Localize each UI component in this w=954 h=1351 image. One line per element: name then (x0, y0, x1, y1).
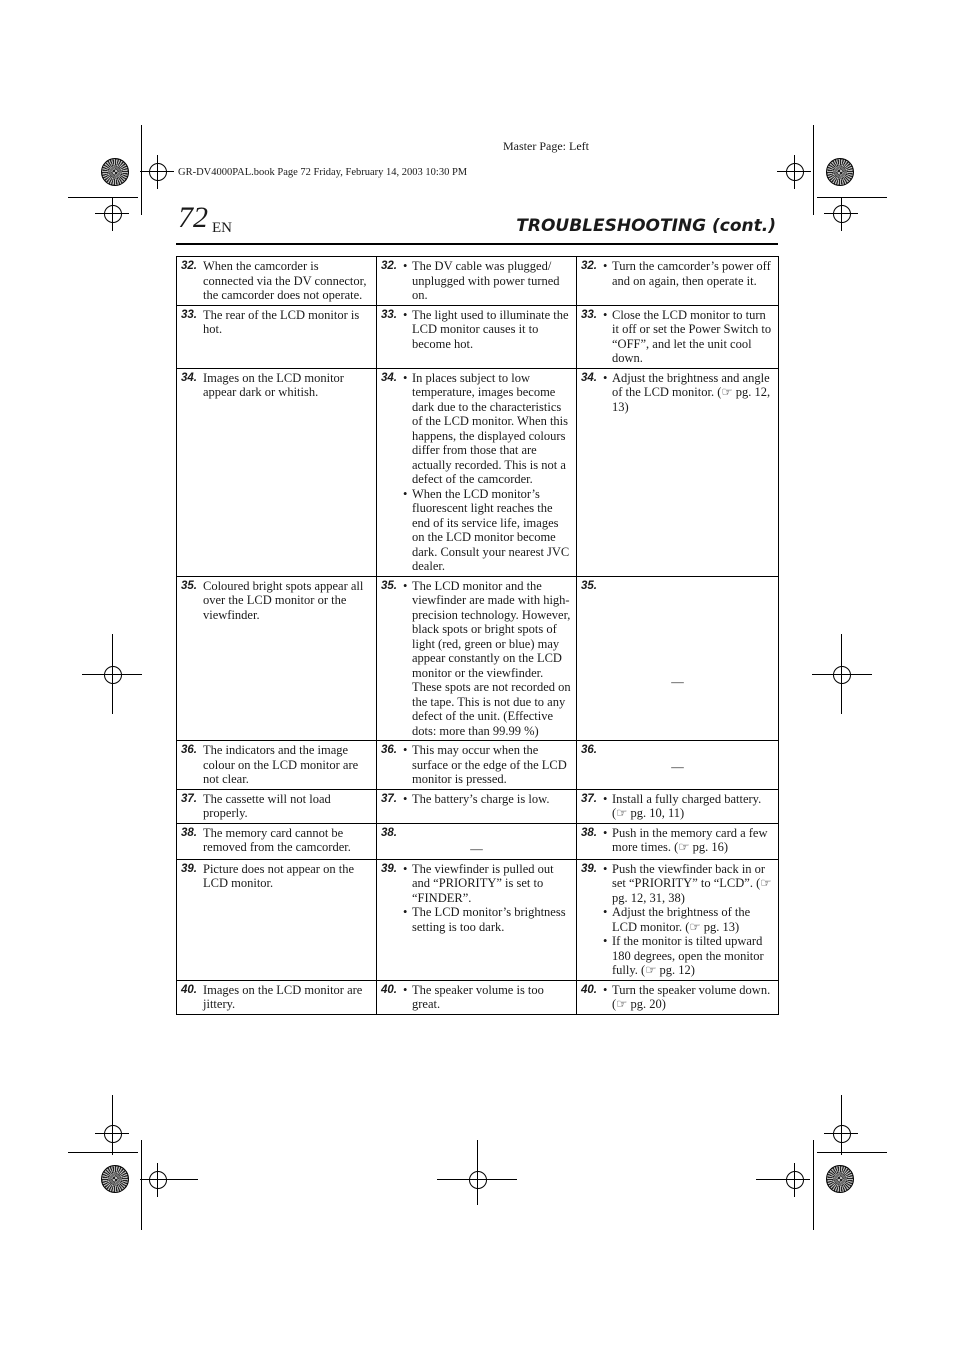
bullet-icon: • (403, 307, 408, 322)
item-number: 36. (381, 744, 397, 756)
item-number: 35. (381, 579, 397, 592)
item-number: 37. (581, 792, 597, 805)
item-number: 38. (581, 826, 597, 839)
table-row (177, 823, 779, 859)
symptom-cell (177, 305, 377, 368)
symptom-cell (177, 980, 377, 1014)
cause-text: The speaker volume is too great. (412, 982, 544, 1011)
crop-mark (68, 197, 138, 198)
registration-sun-icon (826, 1165, 854, 1193)
bullet-icon: • (403, 982, 408, 997)
crop-mark (141, 125, 142, 215)
master-page-label: Master Page: Left (503, 139, 589, 153)
item-number: 34. (381, 371, 397, 384)
crop-mark (68, 1152, 138, 1153)
action-text: Turn the camcorder’s power off and on again, then operate it. (612, 259, 771, 288)
table-row (177, 368, 779, 576)
table-row (177, 305, 779, 368)
symptom-text: Picture does not appear on the LCD monitor. (203, 861, 354, 890)
symptom-text: Coloured bright spots appear all over the LCD monitor or the viewfinder. (203, 578, 364, 622)
symptom-cell (177, 789, 377, 823)
crop-mark (817, 197, 887, 198)
symptom-cell (177, 823, 377, 859)
item-number: 32. (381, 260, 397, 272)
bullet-icon: • (603, 861, 608, 876)
bullet-icon: • (603, 982, 608, 997)
cause-cell (377, 789, 577, 823)
symptom-text: The indicators and the image colour on the LCD monitor are not clear. (203, 743, 359, 786)
cause-cell (377, 305, 577, 368)
cause-cell (377, 980, 577, 1014)
crop-mark (141, 1140, 142, 1230)
cause-cell (377, 741, 577, 790)
action-text: Push the viewfinder back in or set “PRIORITY” to “LCD”. (☞ pg. 12, 31, 38) (612, 861, 772, 905)
symptom-cell (177, 576, 377, 741)
item-number: 35. (181, 579, 197, 592)
symptom-cell (177, 257, 377, 306)
action-cell (577, 859, 779, 980)
item-number: 33. (381, 308, 397, 321)
item-number: 32. (581, 260, 597, 272)
table-row (177, 789, 779, 823)
book-info-line: GR-DV4000PAL.book Page 72 Friday, February 14, 2003 10:30 PM (178, 167, 468, 178)
crop-mark (813, 1140, 814, 1230)
action-cell (577, 980, 779, 1014)
cause-cell (377, 368, 577, 576)
cause-cell (377, 823, 577, 859)
cause-text: The DV cable was plugged/ unplugged with power turned on. (412, 259, 560, 302)
empty-dash: — (671, 675, 684, 689)
symptom-text: The memory card cannot be removed from the camcorder. (203, 825, 351, 854)
item-number: 39. (181, 862, 197, 875)
item-number: 39. (581, 862, 597, 875)
bullet-icon: • (603, 825, 608, 840)
bullet-icon: • (403, 259, 408, 273)
item-number: 36. (581, 744, 597, 756)
action-cell (577, 368, 779, 576)
cause-text: In places subject to low temperature, images become dark due to the characteristics of the LCD monitor. When this happens, the displayed colours differ from those that are actually recorded. This is not a defect of the camcorder. (412, 370, 569, 486)
symptom-text: Images on the LCD monitor appear dark or whitish. (203, 370, 344, 399)
cause-cell (377, 576, 577, 741)
table-row (177, 257, 779, 306)
item-number: 34. (581, 371, 597, 384)
item-number: 33. (581, 308, 597, 321)
cause-text: The LCD monitor and the viewfinder are made with high-precision technology. However, black spots or bright spots of light (red, green or blue) may appear constantly on the LCD monitor or the viewfinder. These spots are not recorded on the tape. This is not due to any defect of the unit. (Effective dots: more than 99.99 %) (412, 578, 571, 738)
action-cell (577, 305, 779, 368)
bullet-icon: • (603, 934, 608, 948)
registration-sun-icon (101, 158, 129, 186)
action-cell (577, 576, 779, 741)
crop-mark (817, 1152, 887, 1153)
action-text: Push in the memory card a few more times. (☞ pg. 16) (612, 825, 768, 854)
registration-sun-icon (826, 158, 854, 186)
action-text: Turn the speaker volume down. (☞ pg. 20) (612, 982, 771, 1011)
troubleshooting-table-body (177, 257, 779, 1015)
item-number: 37. (381, 792, 397, 805)
cause-cell (377, 859, 577, 980)
symptom-text: When the camcorder is connected via the DV connector, the camcorder does not operate. (203, 259, 367, 302)
cause-text: The light used to illuminate the LCD monitor causes it to become hot. (412, 307, 569, 351)
table-row (177, 741, 779, 790)
section-title: TROUBLESHOOTING (cont.) (516, 216, 776, 236)
bullet-icon: • (603, 905, 608, 919)
registration-sun-icon (101, 1165, 129, 1193)
action-cell (577, 823, 779, 859)
item-number: 33. (181, 308, 197, 321)
bullet-icon: • (603, 791, 608, 806)
bullet-icon: • (403, 370, 408, 385)
troubleshooting-table (176, 256, 779, 1015)
bullet-icon: • (603, 259, 608, 273)
item-number: 39. (381, 862, 397, 875)
item-number: 36. (181, 744, 197, 756)
cause-text: The LCD monitor’s brightness setting is too dark. (412, 905, 566, 934)
item-number: 40. (181, 983, 197, 996)
cause-cell (377, 257, 577, 306)
bullet-icon: • (403, 743, 408, 757)
symptom-text: The cassette will not load properly. (203, 791, 331, 820)
bullet-icon: • (403, 578, 408, 593)
crop-mark (813, 125, 814, 215)
action-text: Install a fully charged battery. (☞ pg. 10, 11) (612, 791, 762, 820)
item-number: 37. (181, 792, 197, 805)
cause-text: When the LCD monitor’s fluorescent light reaches the end of its service life, images on the LCD monitor become dark. Consult your nearest JVC dealer. (412, 486, 570, 573)
page-number: 72 (178, 201, 208, 234)
cause-text: This may occur when the surface or the edge of the LCD monitor is pressed. (412, 743, 567, 786)
symptom-text: The rear of the LCD monitor is hot. (203, 307, 360, 336)
action-text: Adjust the brightness and angle of the LCD monitor. (☞ pg. 12, 13) (612, 370, 771, 414)
empty-dash: — (671, 759, 684, 774)
bullet-icon: • (403, 486, 408, 501)
item-number: 35. (581, 579, 597, 592)
bullet-icon: • (403, 905, 408, 919)
action-text: Adjust the brightness of the LCD monitor. (☞ pg. 13) (612, 905, 751, 934)
item-number: 34. (181, 371, 197, 384)
symptom-cell (177, 368, 377, 576)
symptom-cell (177, 741, 377, 790)
action-text: If the monitor is tilted upward 180 degrees, open the monitor fully. (☞ pg. 12) (612, 934, 764, 977)
bullet-icon: • (603, 370, 608, 385)
page-language: EN (212, 220, 232, 236)
bullet-icon: • (603, 307, 608, 322)
item-number: 38. (381, 826, 397, 839)
item-number: 38. (181, 826, 197, 839)
empty-dash: — (470, 842, 483, 856)
action-text: Close the LCD monitor to turn it off or set the Power Switch to “OFF”, and let the unit cool down. (612, 307, 772, 365)
action-cell (577, 789, 779, 823)
bullet-icon: • (403, 861, 408, 876)
item-number: 40. (381, 983, 397, 996)
item-number: 40. (581, 983, 597, 996)
item-number: 32. (181, 260, 197, 272)
action-cell (577, 257, 779, 306)
bullet-icon: • (403, 791, 408, 806)
action-cell (577, 741, 779, 790)
table-row (177, 980, 779, 1014)
symptom-cell (177, 859, 377, 980)
table-row (177, 576, 779, 741)
header-rule (176, 243, 778, 245)
cause-text: The battery’s charge is low. (412, 791, 550, 806)
symptom-text: Images on the LCD monitor are jittery. (203, 982, 363, 1011)
table-row (177, 859, 779, 980)
cause-text: The viewfinder is pulled out and “PRIORITY” is set to “FINDER”. (412, 861, 554, 905)
